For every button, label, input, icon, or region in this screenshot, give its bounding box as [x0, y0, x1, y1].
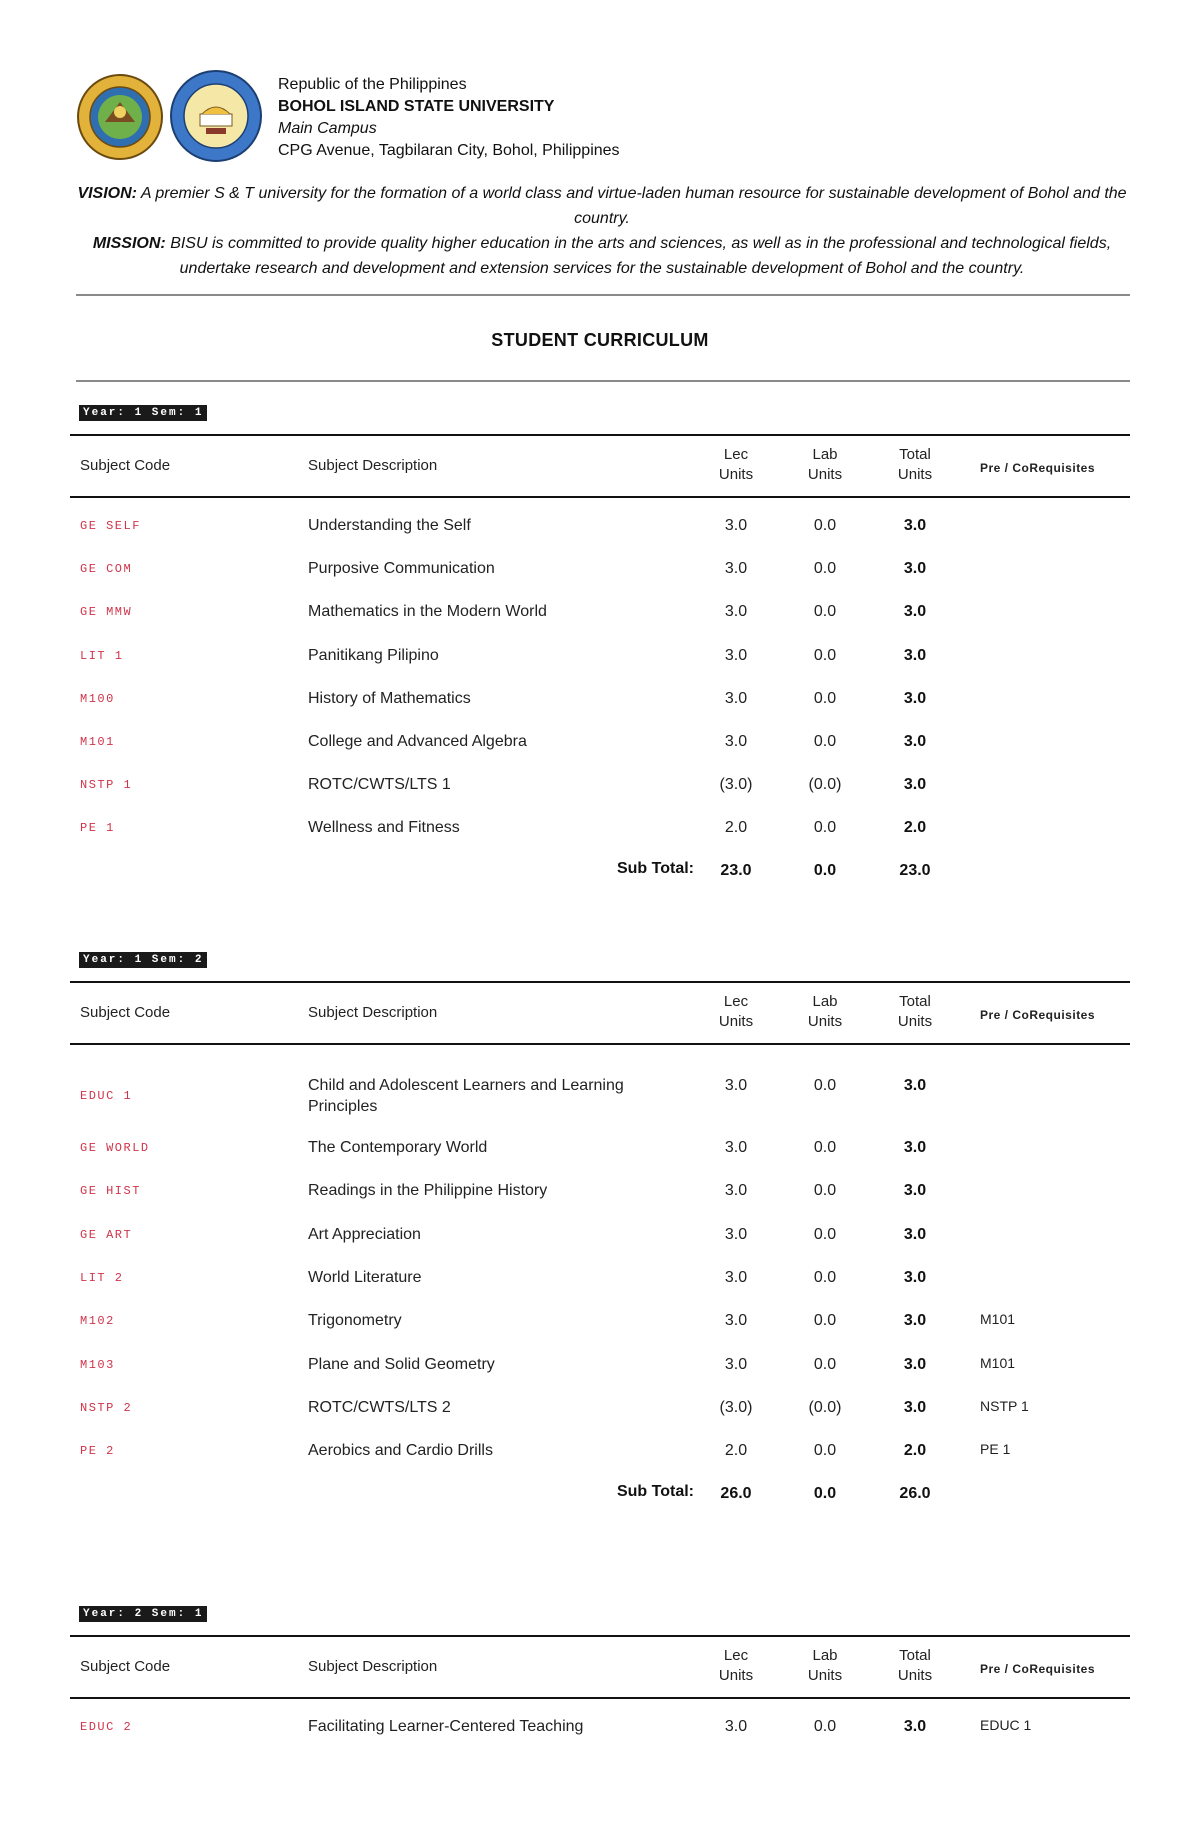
subject-description [308, 731, 668, 752]
col-header-total-line2: Units [897, 1667, 933, 1684]
subject-description [308, 1137, 668, 1158]
lec-units: 3.0 [724, 1356, 748, 1373]
lab-units: 0.0 [813, 733, 837, 750]
address-line: CPG Avenue, Tagbilaran City, Bohol, Philippines [278, 142, 620, 159]
total-units: 3.0 [903, 1356, 927, 1373]
col-header-lab-line2: Units [807, 1013, 843, 1030]
lec-units: 3.0 [724, 1312, 748, 1329]
prerequisite: PE 1 [980, 1441, 1011, 1457]
subject-code: NSTP 2 [80, 1401, 133, 1415]
total-units: 3.0 [903, 733, 927, 750]
mission-label: MISSION: [92, 235, 166, 252]
subject-description-line: Principles [308, 1098, 378, 1115]
col-header-total [860, 1646, 970, 1686]
subject-description [308, 1440, 668, 1461]
subject-description-line: ROTC/CWTS/LTS 2 [308, 1399, 451, 1416]
subject-code: GE SELF [80, 519, 141, 533]
semester-label: Year: 2 Sem: 1 [79, 1606, 207, 1622]
lec-units: 3.0 [724, 1139, 748, 1156]
total-units: 3.0 [903, 1269, 927, 1286]
lab-units: 0.0 [813, 1077, 837, 1094]
prerequisite: EDUC 1 [980, 1717, 1032, 1733]
table-header-rule [70, 496, 1130, 498]
col-header-lab-line2: Units [807, 466, 843, 483]
subtotal-total: 23.0 [899, 862, 931, 879]
table-top-rule [70, 434, 1130, 436]
subject-code: LIT 2 [80, 1271, 124, 1285]
lec-units: 3.0 [724, 1718, 748, 1735]
lec-units: 3.0 [724, 1269, 748, 1286]
vision-mission [74, 181, 1130, 281]
lab-units: 0.0 [813, 603, 837, 620]
col-header-total-line2: Units [897, 466, 933, 483]
col-header-lab-line1: Lab [812, 1647, 838, 1664]
col-header-total-line1: Total [899, 993, 931, 1010]
subject-code: M101 [80, 735, 115, 749]
subject-description-line: Mathematics in the Modern World [308, 603, 547, 620]
total-units: 3.0 [903, 517, 927, 534]
lab-units: 0.0 [813, 1718, 837, 1735]
col-header-lec-line2: Units [718, 1667, 754, 1684]
lab-units: 0.0 [813, 1442, 837, 1459]
total-units: 3.0 [903, 1182, 927, 1199]
header-divider [76, 294, 1130, 296]
col-header-lec-line1: Lec [723, 1647, 749, 1664]
lec-units: 3.0 [724, 560, 748, 577]
subject-code: PE 2 [80, 1444, 115, 1458]
subject-code: NSTP 1 [80, 778, 133, 792]
lab-units: (0.0) [808, 776, 842, 793]
subject-description-line: Plane and Solid Geometry [308, 1356, 495, 1373]
country-line: Republic of the Philippines [278, 76, 467, 93]
subject-description [308, 1075, 668, 1117]
subject-description [308, 645, 668, 666]
subject-code: GE HIST [80, 1184, 141, 1198]
lec-units: 3.0 [724, 517, 748, 534]
col-header-total-line1: Total [899, 1647, 931, 1664]
subject-code: GE WORLD [80, 1141, 150, 1155]
total-units: 3.0 [903, 690, 927, 707]
col-header-total [860, 992, 970, 1032]
subject-description [308, 1354, 668, 1375]
page-title: STUDENT CURRICULUM [491, 330, 709, 350]
total-units: 3.0 [903, 1139, 927, 1156]
lec-units: 3.0 [724, 647, 748, 664]
prerequisite: M101 [980, 1355, 1016, 1371]
vision-statement [74, 181, 1130, 231]
subject-description-line: ROTC/CWTS/LTS 1 [308, 776, 451, 793]
subject-code: LIT 1 [80, 649, 124, 663]
subject-description-line: Purposive Communication [308, 560, 495, 577]
total-units: 3.0 [903, 647, 927, 664]
subject-description [308, 688, 668, 709]
col-header-total [860, 445, 970, 485]
subject-description [308, 1310, 668, 1331]
subject-description-line: Art Appreciation [308, 1226, 421, 1243]
lec-units: 3.0 [724, 733, 748, 750]
subtotal-label: Sub Total: [616, 1483, 694, 1500]
total-units: 2.0 [903, 1442, 927, 1459]
col-header-lab-line2: Units [807, 1667, 843, 1684]
subject-description-line: Aerobics and Cardio Drills [308, 1442, 493, 1459]
subject-description [308, 1180, 668, 1201]
col-header-lec-line1: Lec [723, 993, 749, 1010]
subject-description-line: Readings in the Philippine History [308, 1182, 548, 1199]
title-divider [76, 380, 1130, 382]
bisu-seal-logo [77, 74, 163, 160]
subject-description-line: College and Advanced Algebra [308, 733, 527, 750]
subtotal-total: 26.0 [899, 1485, 931, 1502]
mission-text: BISU is committed to provide quality higher education in the arts and sciences, as well as in the professional and technological fields, undertake research and development and extension services for the sustainable development of Bohol and the country. [170, 235, 1112, 277]
lab-units: (0.0) [808, 1399, 842, 1416]
lec-units: 3.0 [724, 603, 748, 620]
total-units: 2.0 [903, 819, 927, 836]
lab-units: 0.0 [813, 1226, 837, 1243]
lec-units: 2.0 [724, 1442, 748, 1459]
subtotal-lec: 26.0 [720, 1485, 752, 1502]
subtotal-lab: 0.0 [813, 862, 837, 879]
total-units: 3.0 [903, 603, 927, 620]
lec-units: (3.0) [719, 1399, 753, 1416]
total-units: 3.0 [903, 1399, 927, 1416]
subject-code: GE ART [80, 1228, 133, 1242]
col-header-lec-line2: Units [718, 466, 754, 483]
subject-description-line: Panitikang Pilipino [308, 647, 439, 664]
col-header-prereq: Pre / CoRequisites [980, 1662, 1096, 1676]
subject-description [308, 515, 668, 536]
col-header-lec-line2: Units [718, 1013, 754, 1030]
col-header-desc: Subject Description [308, 1658, 438, 1675]
lec-units: 3.0 [724, 1182, 748, 1199]
total-units: 3.0 [903, 1718, 927, 1735]
subject-description [308, 1716, 668, 1737]
table-header-rule [70, 1697, 1130, 1699]
prerequisite: M101 [980, 1311, 1016, 1327]
subject-code: EDUC 1 [80, 1089, 133, 1103]
subject-description-line: Understanding the Self [308, 517, 471, 534]
col-header-total-line2: Units [897, 1013, 933, 1030]
subject-code: EDUC 2 [80, 1720, 133, 1734]
semester-section [0, 1606, 1200, 1735]
subject-code: GE COM [80, 562, 133, 576]
university-name: BOHOL ISLAND STATE UNIVERSITY [278, 98, 555, 115]
institution-header [278, 74, 620, 162]
total-units: 3.0 [903, 1226, 927, 1243]
col-header-desc: Subject Description [308, 1004, 438, 1021]
table-header-rule [70, 1043, 1130, 1045]
subject-description [308, 601, 668, 622]
subject-code: M103 [80, 1358, 115, 1372]
col-header-lec-line1: Lec [723, 446, 749, 463]
subject-code: M100 [80, 692, 115, 706]
subject-description [308, 1224, 668, 1245]
subtotal-label: Sub Total: [616, 860, 694, 877]
lab-units: 0.0 [813, 517, 837, 534]
prerequisite: NSTP 1 [980, 1398, 1029, 1414]
subject-description-line: World Literature [308, 1269, 422, 1286]
subject-description-line: Trigonometry [308, 1312, 402, 1329]
subject-description [308, 558, 668, 579]
semester-label: Year: 1 Sem: 2 [79, 952, 207, 968]
lab-units: 0.0 [813, 1356, 837, 1373]
mission-statement [74, 231, 1130, 281]
vision-text: A premier S & T university for the formation of a world class and virtue-laden human resource for sustainable development of Bohol and the country. [140, 185, 1127, 227]
campus-name: Main Campus [278, 120, 377, 137]
subject-description [308, 1267, 668, 1288]
col-header-prereq: Pre / CoRequisites [980, 461, 1096, 475]
subject-code: PE 1 [80, 821, 115, 835]
total-units: 3.0 [903, 560, 927, 577]
subject-description-line: Child and Adolescent Learners and Learning [308, 1077, 624, 1094]
subject-description-line: Facilitating Learner-Centered Teaching [308, 1718, 584, 1735]
subject-code: M102 [80, 1314, 115, 1328]
lab-units: 0.0 [813, 1312, 837, 1329]
semester-section [0, 405, 1200, 879]
lec-units: 2.0 [724, 819, 748, 836]
table-top-rule [70, 981, 1130, 983]
subject-description-line: The Contemporary World [308, 1139, 488, 1156]
lab-units: 0.0 [813, 560, 837, 577]
total-units: 3.0 [903, 1312, 927, 1329]
total-units: 3.0 [903, 776, 927, 793]
college-seal-logo [170, 70, 262, 162]
col-header-lab-line1: Lab [812, 993, 838, 1010]
subject-description [308, 774, 668, 795]
semester-label: Year: 1 Sem: 1 [79, 405, 207, 421]
lec-units: (3.0) [719, 776, 753, 793]
subject-code: GE MMW [80, 605, 133, 619]
col-header-code: Subject Code [80, 457, 171, 474]
lab-units: 0.0 [813, 1139, 837, 1156]
col-header-prereq: Pre / CoRequisites [980, 1008, 1096, 1022]
col-header-lab-line1: Lab [812, 446, 838, 463]
lab-units: 0.0 [813, 1269, 837, 1286]
vision-label: VISION: [77, 185, 137, 202]
lab-units: 0.0 [813, 819, 837, 836]
col-header-code: Subject Code [80, 1658, 171, 1675]
subtotal-lec: 23.0 [720, 862, 752, 879]
semester-section [0, 952, 1200, 1502]
subject-description-line: Wellness and Fitness [308, 819, 460, 836]
lec-units: 3.0 [724, 690, 748, 707]
col-header-desc: Subject Description [308, 457, 438, 474]
lab-units: 0.0 [813, 1182, 837, 1199]
lab-units: 0.0 [813, 647, 837, 664]
subject-description [308, 1397, 668, 1418]
table-top-rule [70, 1635, 1130, 1637]
lec-units: 3.0 [724, 1226, 748, 1243]
total-units: 3.0 [903, 1077, 927, 1094]
subject-description-line: History of Mathematics [308, 690, 471, 707]
lec-units: 3.0 [724, 1077, 748, 1094]
col-header-code: Subject Code [80, 1004, 171, 1021]
subtotal-lab: 0.0 [813, 1485, 837, 1502]
col-header-total-line1: Total [899, 446, 931, 463]
subject-description [308, 817, 668, 838]
lab-units: 0.0 [813, 690, 837, 707]
